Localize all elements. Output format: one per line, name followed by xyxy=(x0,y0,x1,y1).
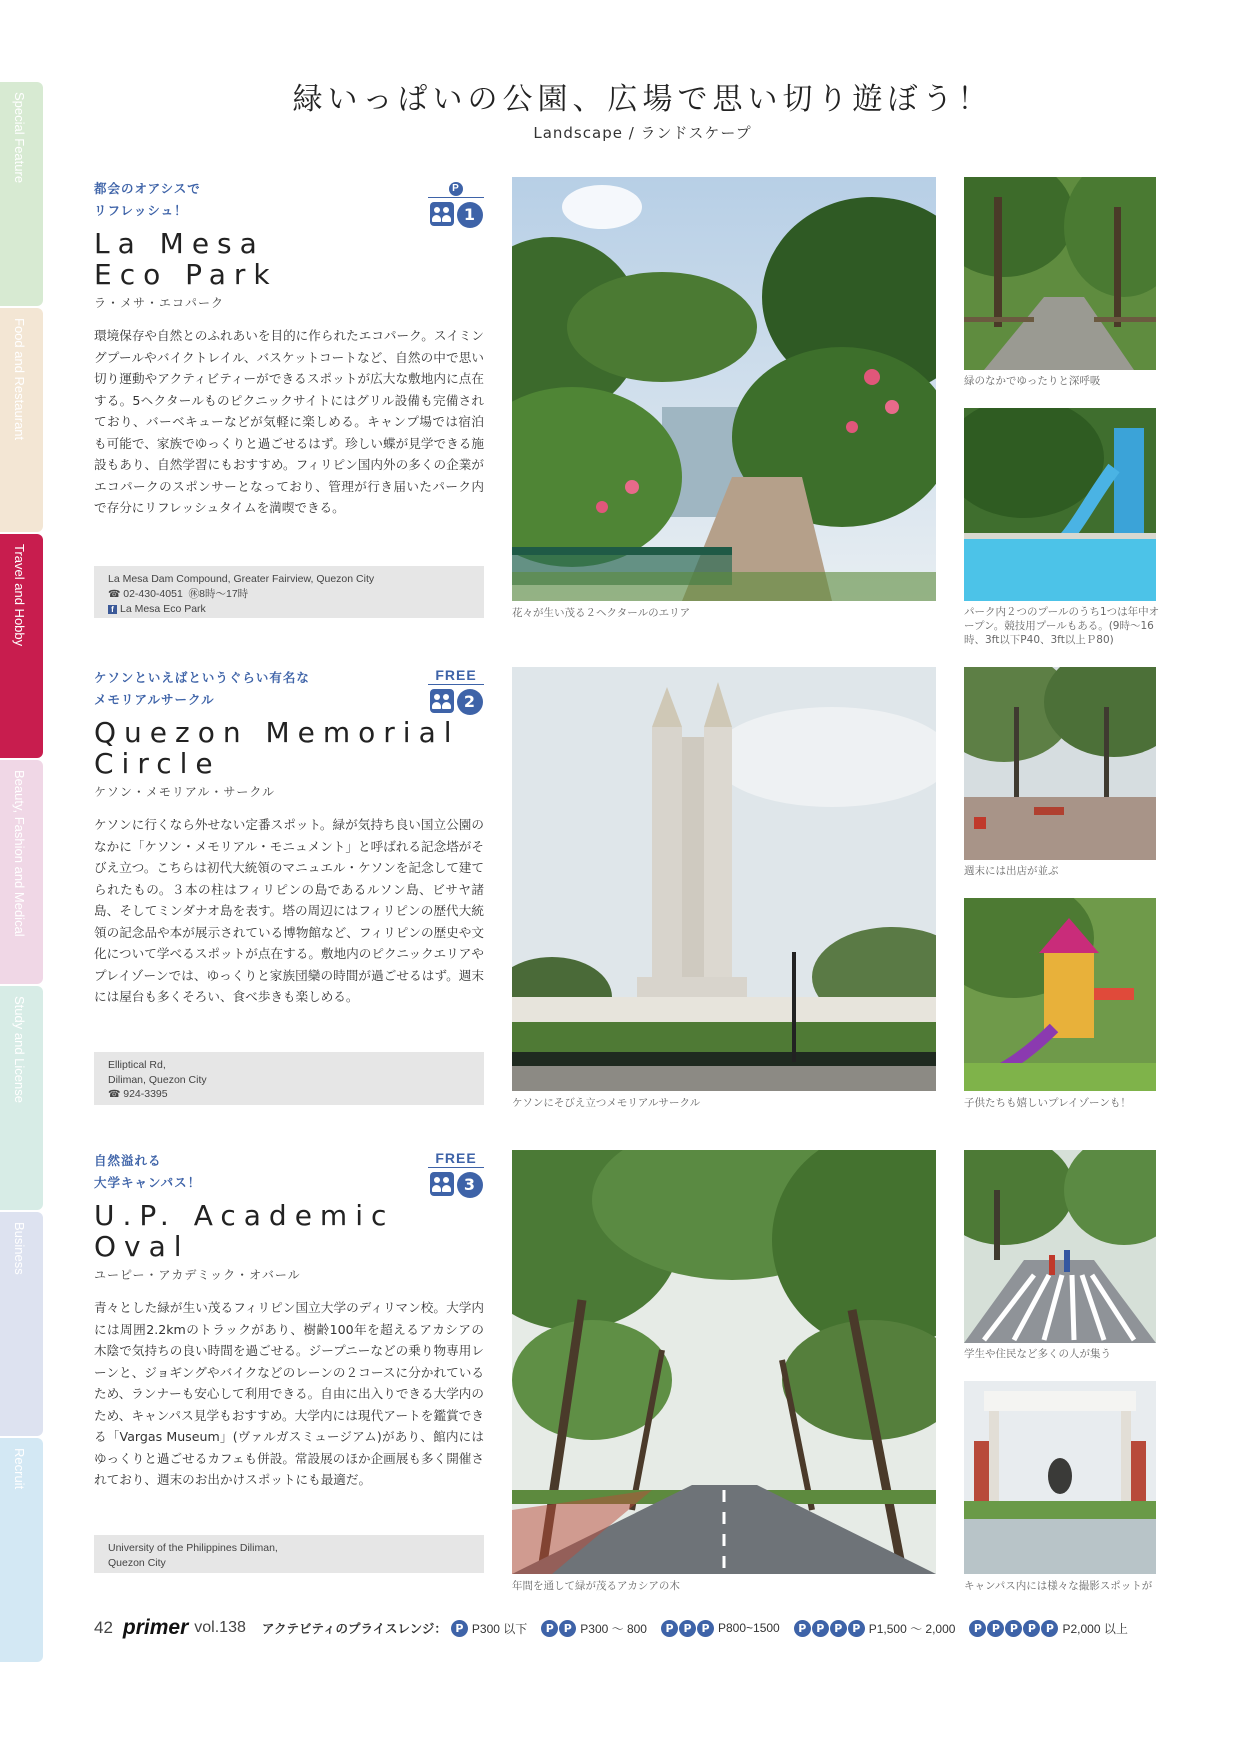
tab-beauty-fashion-medical[interactable]: Beauty, Fashion and Medical xyxy=(0,760,43,984)
peso-coin-icon: P xyxy=(830,1620,847,1637)
spot-up-academic-oval xyxy=(94,1150,484,1491)
address: Diliman, Quezon City xyxy=(108,1073,207,1086)
spot-quezon-memorial xyxy=(94,667,484,1008)
spot-info-box xyxy=(94,566,484,618)
facebook-icon: f xyxy=(108,605,117,614)
price-badge xyxy=(428,1150,484,1198)
photo-caption: 花々が生い茂る２ヘクタールのエリア xyxy=(512,607,691,619)
spot-description: ケソンに行くなら外せない定番スポット。緑が気持ち良い国立公園のなかに「ケソン・メモリアル・モニュメント」と呼ばれる記念塔がそびえ立つ。こちらは初代大統領のマニュエル・ケソンを記念して建てられたもの。３本の柱はフィリピンの島であるルソン島、ビサヤ諸島、そしてミンダナオ島を表す。塔の周辺にはフィリピンの歴代大統領の記念品や本が展示されている博物館など、フィリピンの歴史や文化について学べるスポットが点在する。敷地内のピクニックエリアやプレイゾーンでは、ゆっくりと家族団欒の時間が過ごせるはず。週末には屋台も多くそろい、食べ歩きも楽しめる。 xyxy=(94,817,484,1004)
price-range-1: P P300 以下 xyxy=(451,1620,527,1637)
page-subtitle: Landscape / ランドスケープ xyxy=(533,124,752,142)
price-level: P xyxy=(428,178,484,198)
price-range-4: P P P P P1,500 〜 2,000 xyxy=(794,1620,956,1637)
photo-up-campus-fountain xyxy=(964,1381,1156,1574)
page-footer xyxy=(94,1616,1224,1640)
price-range-label: アクテビティのプライスレンジ： xyxy=(261,1621,447,1636)
family-icon xyxy=(430,689,454,713)
price-range-2: P P P300 〜 800 xyxy=(541,1620,647,1637)
tab-business[interactable]: Business xyxy=(0,1212,43,1436)
spot-la-mesa xyxy=(94,178,484,519)
spot-description: 環境保存や自然とのふれあいを目的に作られたエコパーク。スイミングプールやバイクトレイル、バスケットコートなど、自然の中で思い切り運動やアクティビティーができるスポットが広大な敷地内に点在する。5ヘクタールものピクニックサイトにはグリル設備も完備されており、バーベキューなどが気軽に楽しめる。キャンプ場では宿泊も可能で、家族でゆっくりと過ごせるはず。珍しい蝶が見学できる施設もあり、自然学習にもおすすめ。フィリピン国内外の多くの企業がエコパークのスポンサーとなっており、管理が行き届いたパーク内で存分にリフレッシュタイムを満喫できる。 xyxy=(94,328,484,515)
spot-name: La Mesa Eco Park xyxy=(94,227,278,291)
page-title: 緑いっぱいの公園、広場で思い切り遊ぼう！ xyxy=(292,82,993,117)
tab-travel-and-hobby[interactable]: Travel and Hobby xyxy=(0,534,43,758)
price-range-5: P P P P P P2,000 以上 xyxy=(969,1620,1127,1637)
photo-la-mesa-garden xyxy=(512,177,936,601)
peso-coin-icon: P xyxy=(848,1620,865,1637)
spot-number: 3 xyxy=(457,1172,483,1198)
peso-coin-icon: P xyxy=(1041,1620,1058,1637)
photo-caption: キャンパス内には様々な撮影スポットが xyxy=(964,1580,1153,1592)
magazine-logo: primer xyxy=(122,1616,189,1639)
volume-number: vol.138 xyxy=(194,1619,246,1636)
peso-coin-icon: P xyxy=(969,1620,986,1637)
tab-food-and-restaurant[interactable]: Food and Restaurant xyxy=(0,308,43,532)
address: University of the Philippines Diliman, xyxy=(108,1542,278,1554)
spot-info-box xyxy=(94,1535,484,1573)
peso-coin-icon: P xyxy=(987,1620,1004,1637)
peso-coin-icon: P xyxy=(451,1620,468,1637)
peso-coin-icon: P xyxy=(812,1620,829,1637)
spot-description: 青々とした緑が生い茂るフィリピン国立大学のディリマン校。大学内には周囲2.2kmのトラックがあり、樹齢100年を超えるアカシアの木陰で気持ちの良い時間を過ごせる。ジープニーなどの乗り物専用レーンと、ジョギングやバイクなどのレーンの２コースに分かれているため、ランナーも安心して利用できる。自由に出入りできる大学内のため、キャンパス見学もおすすめ。大学内には現代アートを鑑賞できる「Vargas Museum」(ヴァルガスミュージアム)があり、館内にはゆっくりと過ごせるカフェも併設。常設展のほか企画展も多く開催されており、週末のお出かけスポットにも最適だ。 xyxy=(94,1300,484,1487)
family-icon xyxy=(430,1172,454,1196)
page-number: 42 xyxy=(94,1618,113,1637)
photo-up-runners xyxy=(964,1150,1156,1343)
photo-la-mesa-pool xyxy=(964,408,1156,601)
photo-caption: 週末には出店が並ぶ xyxy=(964,865,1059,877)
photo-quezon-stalls xyxy=(964,667,1156,860)
price-range-3: P P P P800~1500 xyxy=(661,1620,780,1637)
photo-acacia-avenue xyxy=(512,1150,936,1574)
photo-caption: ケソンにそびえ立つメモリアルサークル xyxy=(512,1097,701,1109)
spot-tagline: 都会のオアシスで リフレッシュ！ xyxy=(94,181,201,218)
peso-coin-icon: P xyxy=(559,1620,576,1637)
peso-coin-icon: P xyxy=(697,1620,714,1637)
tab-study-and-license[interactable]: Study and License xyxy=(0,986,43,1210)
price-level: FREE xyxy=(428,1150,484,1168)
photo-caption: 子供たちも嬉しいプレイゾーンも！ xyxy=(964,1097,1131,1109)
spot-name: Quezon Memorial Circle xyxy=(94,716,460,780)
spot-kana: ケソン・メモリアル・サークル xyxy=(94,785,276,799)
photo-caption: 年間を通して緑が茂るアカシアの木 xyxy=(512,1580,680,1592)
peso-coin-icon: P xyxy=(1005,1620,1022,1637)
spot-tagline: 自然溢れる 大学キャンパス！ xyxy=(94,1153,202,1190)
price-badge xyxy=(428,178,484,228)
peso-coin-icon: P xyxy=(541,1620,558,1637)
category-tabs xyxy=(0,82,43,1664)
hours: ㊡8時〜17時 xyxy=(188,587,249,600)
peso-coin-icon: P xyxy=(1023,1620,1040,1637)
price-coins xyxy=(541,1620,577,1637)
family-icon xyxy=(430,202,454,226)
facebook-link[interactable]: La Mesa Eco Park xyxy=(120,603,206,615)
spot-kana: ユーピー・アカデミック・オバール xyxy=(94,1268,301,1282)
peso-coin-icon: P xyxy=(794,1620,811,1637)
tab-special-feature[interactable]: Special Feature xyxy=(0,82,43,306)
phone: ☎ 02-430-4051 xyxy=(108,588,183,600)
address: Quezon City xyxy=(108,1556,166,1569)
price-coins xyxy=(661,1620,715,1637)
price-badge xyxy=(428,667,484,715)
photo-quezon-monument xyxy=(512,667,936,1091)
peso-coin-icon: P xyxy=(679,1620,696,1637)
spot-kana: ラ・メサ・エコパーク xyxy=(94,296,225,310)
tab-recruit[interactable]: Recruit xyxy=(0,1438,43,1662)
spot-tagline: ケソンといえばというぐらい有名な メモリアルサークル xyxy=(94,670,310,707)
spot-name: U.P. Academic Oval xyxy=(94,1199,395,1263)
address: La Mesa Dam Compound, Greater Fairview, Quezon City xyxy=(108,573,375,585)
spot-number: 1 xyxy=(457,202,483,228)
phone: ☎ 924-3395 xyxy=(108,1087,470,1103)
address: Elliptical Rd, xyxy=(108,1059,166,1071)
price-coins xyxy=(794,1620,866,1637)
price-coins xyxy=(451,1620,469,1637)
photo-caption: 学生や住民など多くの人が集う xyxy=(964,1348,1111,1360)
photo-caption: 緑のなかでゆったりと深呼吸 xyxy=(964,375,1101,387)
spot-number: 2 xyxy=(457,689,483,715)
peso-coin-icon: P xyxy=(661,1620,678,1637)
photo-quezon-playground xyxy=(964,898,1156,1091)
photo-caption: パーク内２つのプールのうち1つは年中オープン。競技用プールもある。(9時〜16時、3ft以下P40、3ft以上Ｐ80) xyxy=(964,606,1160,646)
photo-la-mesa-trail xyxy=(964,177,1156,370)
price-level: FREE xyxy=(428,667,484,685)
price-coins xyxy=(969,1620,1059,1637)
spot-info-box xyxy=(94,1052,484,1105)
